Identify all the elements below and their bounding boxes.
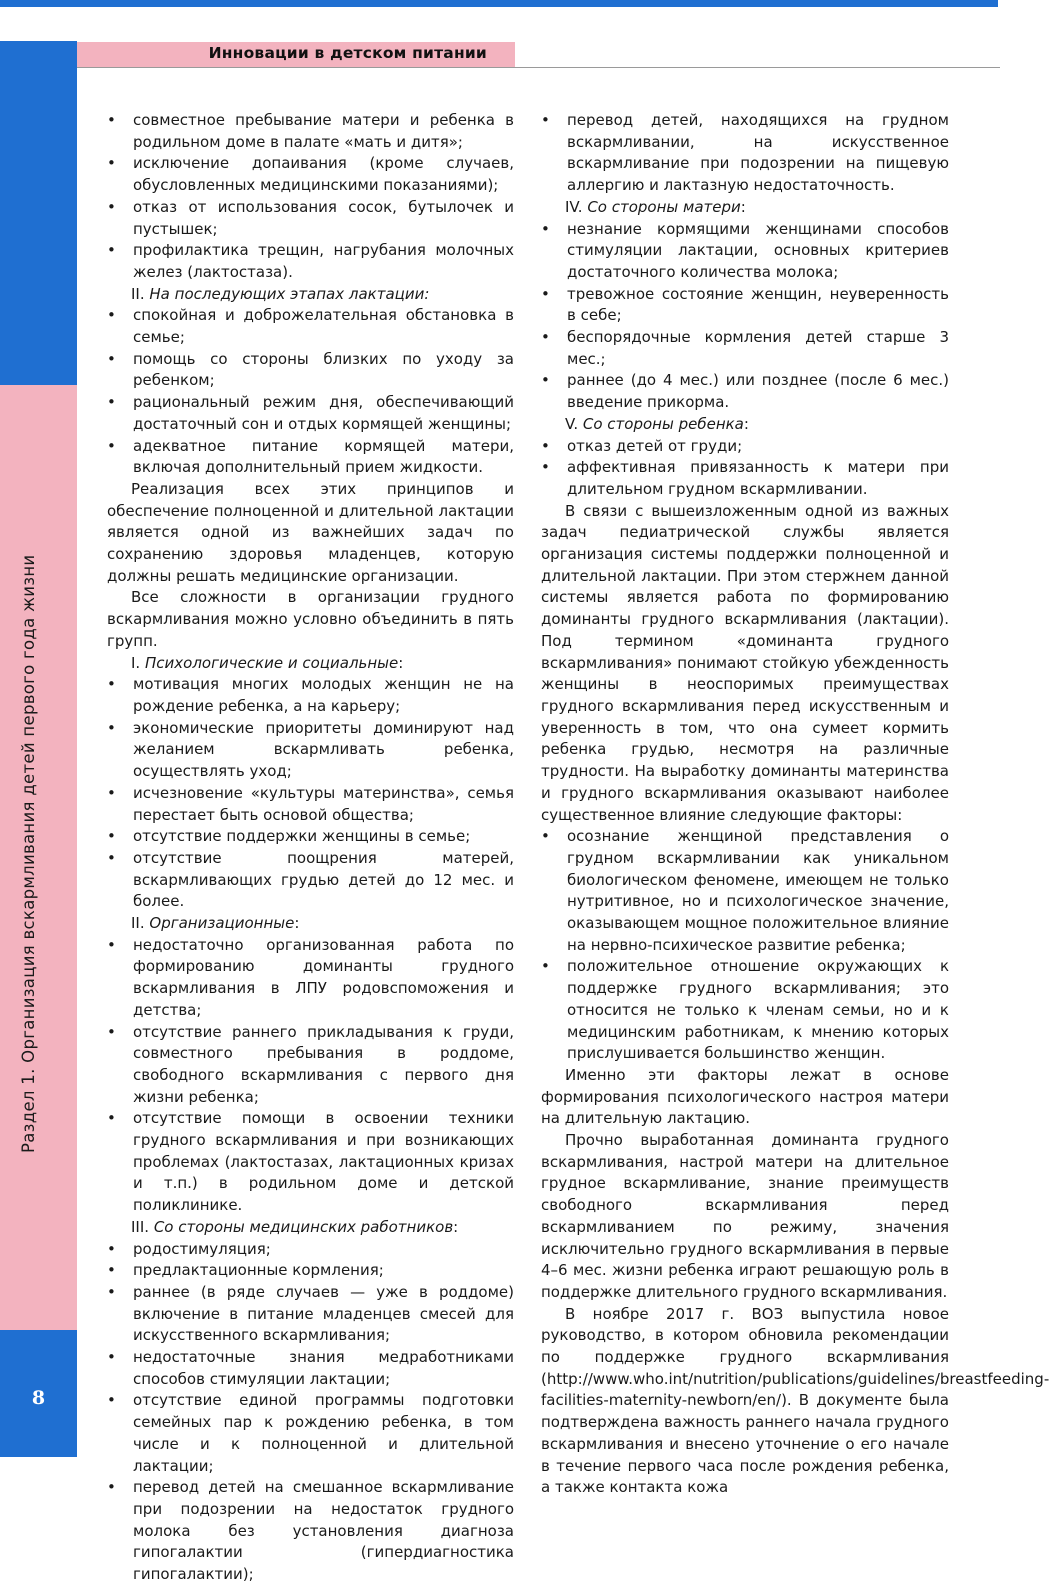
top-blue-stripe [0, 0, 998, 7]
sidebar-pink-band [0, 385, 77, 1330]
left-column [107, 110, 514, 1586]
running-header-title: Инновации в детском питании [208, 44, 487, 62]
list-item: • перевод детей на смешанное вскармливание при подозрении на недостаток грудного молока без установления диагноза гипогалактии (гипердиагностика гипогалактии); [107, 1477, 514, 1586]
subheading-number: I. [131, 653, 141, 672]
paragraph: В ноябре 2017 г. ВОЗ выпустила новое руководство, в котором обновила рекомендации по поддержке грудного вскармливания (http://www.who.int/nutrition/publications/guidelines/breastfeeding-facilities-maternity-newborn/en/). В документе была подтверждена важность раннего начала грудного вскармливания и внесено уточнение о его начале в течение первого часа после рождения ребенка, а также контакта кожа [541, 1304, 1049, 1497]
paragraph: Именно эти факторы лежат в основе формирования психологического настроя матери на длительную лактацию. [541, 1065, 949, 1128]
list-item: • отказ детей от груди; [541, 436, 949, 458]
list-item: • адекватное питание кормящей матери, включая дополнительный прием жидкости. [107, 436, 514, 479]
subheading: I. Психологические и социальные: [131, 653, 404, 672]
list-item: • отказ от использования сосок, бутылочек и пустышек; [107, 197, 514, 240]
list-item: • экономические приоритеты доминируют над желанием вскармливать ребенка, осуществлять уход; [107, 718, 514, 783]
list-item: • беспорядочные кормления детей старше 3 мес.; [541, 327, 949, 370]
header-rule [77, 67, 1000, 68]
list-item: • отсутствие единой программы подготовки семейных пар к рождению ребенка, в том числе и к полноценной и длительной лактации; [107, 1390, 514, 1477]
subheading-number: II. [131, 914, 145, 933]
subheading-text: Психологические и социальные [144, 653, 399, 672]
subheading: III. Со стороны медицинских работников: [131, 1217, 459, 1236]
list-item: • предлактационные кормления; [107, 1260, 514, 1282]
subheading: IV. Со стороны матери: [565, 197, 746, 216]
list-item: • перевод детей, находящихся на грудном вскармливании, на искусственное вскармливание при подозрении на пищевую аллергию и лактазную недостаточность. [541, 110, 949, 197]
subheading-number: III. [131, 1217, 150, 1236]
section-title-vertical: Раздел 1. Организация вскармливания детей первого года жизни [19, 554, 38, 1153]
list-item: • положительное отношение окружающих к поддержке грудного вскармливания; это относится не только к членам семьи, но и к медицинским работникам, к мнению которых прислушивается большинство женщин. [541, 956, 949, 1065]
right-column [541, 110, 1049, 1499]
list-item: • незнание кормящими женщинами способов стимуляции лактации, основных критериев достаточного количества молока; [541, 219, 949, 284]
subheading-number: IV. [565, 197, 583, 216]
list-item: • осознание женщиной представления о грудном вскармливании как уникальном биологическом феномене, имеющем не только нутритивное, но и психологическое значение, оказывающем мощное положительное влияние на нервно-психическое развитие ребенка; [541, 826, 949, 956]
subheading-text: На последующих этапах лактации: [149, 284, 430, 303]
list-item: • раннее (до 4 мес.) или позднее (после 6 мес.) введение прикорма. [541, 370, 949, 413]
list-item: • совместное пребывание матери и ребенка в родильном доме в палате «мать и дитя»; [107, 110, 514, 153]
list-item: • исчезновение «культуры материнства», семья перестает быть основой общества; [107, 783, 514, 826]
subheading-text: Со стороны ребенка [582, 414, 744, 433]
list-item: • помощь со стороны близких по уходу за ребенком; [107, 349, 514, 392]
list-item: • исключение допаивания (кроме случаев, обусловленных медицинскими показаниями); [107, 153, 514, 196]
list-item: • спокойная и доброжелательная обстановка в семье; [107, 305, 514, 348]
subheading-text: Со стороны матери [587, 197, 741, 216]
list-item: • родостимуляция; [107, 1239, 514, 1261]
list-item: • раннее (в ряде случаев — уже в роддоме) включение в питание младенцев смесей для искусственного вскармливания; [107, 1282, 514, 1347]
list-item: • отсутствие помощи в освоении техники грудного вскармливания и при возникающих проблемах (лактостазах, лактационных кризах и т.п.) в родильном доме и детской поликлинике. [107, 1108, 514, 1217]
list-item: • аффективная привязанность к матери при длительном грудном вскармливании. [541, 457, 949, 500]
list-item: • тревожное состояние женщин, неуверенность в себе; [541, 284, 949, 327]
subheading: V. Со стороны ребенка: [565, 414, 749, 433]
paragraph: В связи с вышеизложенным одной из важных задач педиатрической службы является организация системы поддержки полноценной и длительной лактации. При этом стержнем данной системы является работа по формированию доминанты грудного вскармливания (лактации). Под термином «доминанта грудного вскармливания» понимают стойкую убежденность женщины в неоспоримых преимуществах грудного вскармливания перед искусственным и уверенность в том, что она сумеет кормить ребенка грудью, несмотря на различные трудности. На выработку доминанты материнства и грудного вскармливания оказывают наиболее существенное влияние следующие факторы: [541, 501, 949, 824]
subheading-number: V. [565, 414, 579, 433]
subheading-text: Со стороны медицинских работников [153, 1217, 454, 1236]
list-item: • отсутствие поддержки женщины в семье; [107, 826, 514, 848]
subheading [107, 284, 514, 306]
list-item: • отсутствие раннего прикладывания к груди, совместного пребывания в роддоме, свободного вскармливания с первого дня жизни ребенка; [107, 1022, 514, 1109]
list-item: • рациональный режим дня, обеспечивающий достаточный сон и отдых кормящей женщины; [107, 392, 514, 435]
subheading: II. Организационные: [131, 914, 300, 933]
paragraph: Прочно выработанная доминанта грудного вскармливания, настрой матери на длительное грудное вскармливание, знание преимуществ свободного вскармливания перед вскармливанием по режиму, значения исключительно грудного вскармливания в первые 4–6 мес. жизни ребенка играют решающую роль в поддержке длительного грудного вскармливания. [541, 1131, 949, 1301]
subheading-text: Организационные [149, 914, 295, 933]
subheading-number: II. [131, 284, 145, 303]
paragraph: Реализация всех этих принципов и обеспечение полноценной и длительной лактации является одной из важнейших задач по сохранению здоровья младенцев, которую должны решать медицинские организации. [107, 479, 514, 585]
list-item: • недостаточно организованная работа по формированию доминанты грудного вскармливания в ЛПУ родовспоможения и детства; [107, 935, 514, 1022]
list-item: • профилактика трещин, нагрубания молочных желез (лактостаза). [107, 240, 514, 283]
list-item: • мотивация многих молодых женщин не на рождение ребенка, а на карьеру; [107, 674, 514, 717]
page-number: 8 [31, 1387, 46, 1409]
list-item: • недостаточные знания медработниками способов стимуляции лактации; [107, 1347, 514, 1390]
paragraph: Все сложности в организации грудного вскармливания можно условно объединить в пять групп. [107, 588, 514, 650]
list-item: • отсутствие поощрения матерей, вскармливающих грудью детей до 12 мес. и более. [107, 848, 514, 913]
